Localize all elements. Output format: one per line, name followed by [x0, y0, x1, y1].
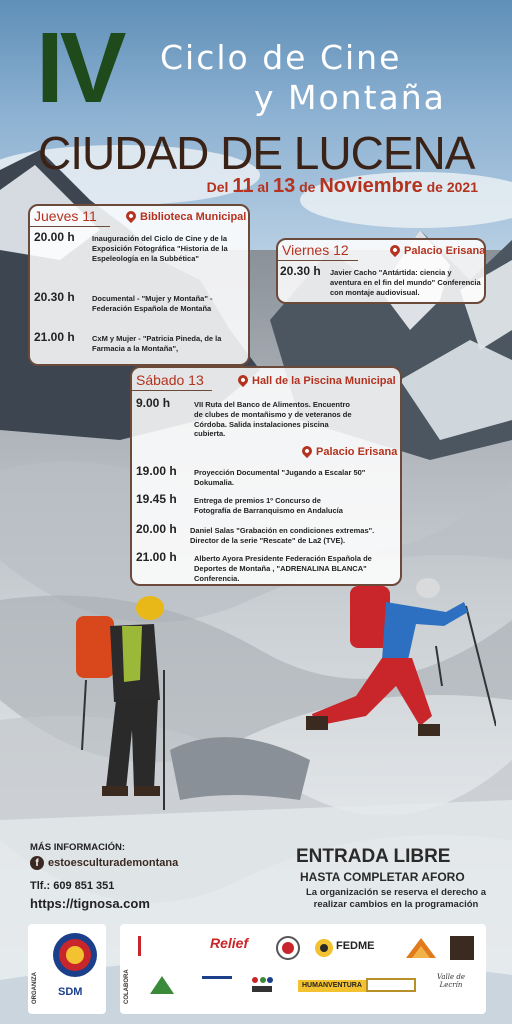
event-time: 20.30 h	[280, 264, 321, 278]
venue-label: Hall de la Piscina Municipal	[238, 375, 396, 387]
facebook-link[interactable]: estoesculturademontana	[48, 857, 179, 869]
title-line-2: y Montaña	[254, 78, 446, 117]
sdm-logo: SDM	[58, 986, 83, 998]
website-link[interactable]: https://tignosa.com	[30, 896, 150, 911]
event-description: Documental - "Mujer y Montaña" - Federación Española de Montaña	[92, 294, 213, 313]
club-badge-logo	[276, 936, 300, 960]
brand-square-logo	[450, 936, 474, 960]
event-description: Inauguración del Ciclo de Cine y de la Exposición Fotográfica "Historia de la Espeleología en la Subbética"	[92, 234, 228, 263]
relief-logo: Relief	[210, 935, 249, 951]
card-jueves	[28, 204, 250, 366]
event-time: 9.00 h	[136, 396, 171, 410]
fedme-logo: FEDME	[336, 940, 375, 952]
event-description: VII Ruta del Banco de Alimentos. Encuentro de clubes de montañismo y de veteranos de Córdoba. Salida instalaciones piscina cubierta.	[194, 400, 352, 439]
location-pin-icon	[388, 243, 402, 257]
card-sabado	[130, 366, 402, 586]
divider	[30, 226, 110, 227]
divider	[132, 390, 212, 391]
gold-logo	[366, 978, 416, 992]
event-time: 19.45 h	[136, 492, 177, 506]
location-pin-icon	[236, 373, 250, 387]
event-description: Daniel Salas "Grabación en condiciones extremas". Director de la serie "Rescate" de La2 (TVE).	[190, 526, 375, 545]
free-entry-title: ENTRADA LIBRE	[296, 846, 451, 867]
event-description: CxM y Mujer - "Patricia Pineda, de la Farmacia a la Montaña",	[92, 334, 222, 353]
event-time: 20.00 h	[34, 230, 75, 244]
climber-left-illustration	[62, 590, 202, 820]
event-dates: Del 11 al 13 de Noviembre de 2021	[206, 175, 478, 197]
dots-logo	[250, 974, 274, 994]
phone-number[interactable]: Tlf.: 609 851 351	[30, 880, 115, 892]
event-time: 19.00 h	[136, 464, 177, 478]
colabora-label: COLABORA	[124, 969, 130, 1004]
location-pin-icon	[300, 444, 314, 458]
venue-label: Biblioteca Municipal	[126, 211, 246, 223]
event-time: 20.00 h	[136, 522, 177, 536]
divider	[278, 260, 358, 261]
event-description: Proyección Documental "Jugando a Escalar 50" Dokumalia.	[194, 468, 366, 487]
event-description: Alberto Ayora Presidente Federación Española de Deportes de Montaña , "ADRENALINA BLANCA" Conferencia.	[194, 554, 372, 583]
federacion-andaluza-logo	[150, 974, 174, 994]
edition-numeral: IV	[36, 12, 123, 124]
fedme-badge-icon	[314, 938, 334, 958]
event-description: Javier Cacho "Antártida: ciencia y aventura en el fin del mundo" Conferencia con montaje audiovisual.	[330, 268, 481, 297]
day-label: Jueves 11	[34, 208, 97, 224]
day-label: Sábado 13	[136, 372, 204, 388]
venue-label-2: Palacio Erisana	[302, 446, 397, 458]
facebook-icon: f	[30, 856, 44, 870]
city-title: CIUDAD DE LUCENA	[38, 127, 475, 179]
capacity-note: HASTA COMPLETAR AFORO	[300, 870, 465, 884]
organiza-logo-box	[28, 924, 106, 1014]
event-time: 21.00 h	[136, 550, 177, 564]
event-time: 21.00 h	[34, 330, 75, 344]
more-info-title: MÁS INFORMACIÓN:	[30, 842, 125, 853]
colabora-logo-box	[120, 924, 486, 1014]
barranquismo-logo	[406, 936, 436, 958]
event-time: 20.30 h	[34, 290, 75, 304]
event-description: Entrega de premios 1º Concurso de Fotografía de Barranquismo en Andalucía	[194, 496, 343, 515]
humanventura-logo: HUMANVENTURA	[298, 980, 366, 992]
title-line-1: Ciclo de Cine	[160, 38, 402, 77]
club-seal-logo	[50, 930, 100, 980]
organiza-label: ORGANIZA	[32, 972, 38, 1004]
organization-disclaimer: La organización se reserva el derecho a realizar cambios en la programación	[305, 887, 487, 911]
blue-logo	[202, 976, 232, 992]
card-viernes	[276, 238, 486, 304]
ayuntamiento-logo	[138, 936, 188, 956]
climber-right-illustration	[296, 576, 496, 756]
location-pin-icon	[124, 209, 138, 223]
day-label: Viernes 12	[282, 242, 349, 258]
valle-logo: Valle de Lecrín	[436, 973, 466, 989]
venue-label: Palacio Erisana	[390, 245, 485, 257]
